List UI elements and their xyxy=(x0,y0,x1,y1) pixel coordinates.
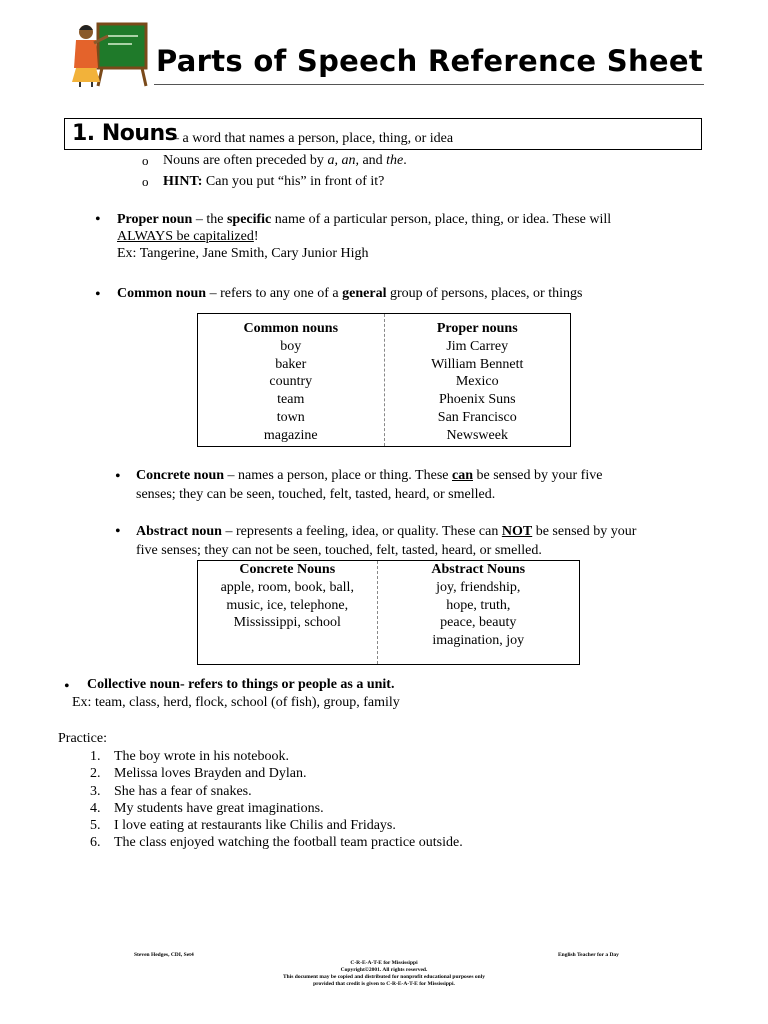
table-cell: music, ice, telephone, xyxy=(226,597,349,613)
collective-noun-example: Ex: team, class, herd, flock, school (of fish), group, family xyxy=(72,695,400,710)
table-cell: country xyxy=(269,374,313,390)
list-item: 2. Melissa loves Brayden and Dylan. xyxy=(90,766,307,782)
nouns-hint-item: HINT: Can you put “his” in front of it? xyxy=(163,174,385,189)
table-cell: boy xyxy=(280,338,302,354)
table-header: Abstract Nouns xyxy=(431,562,526,577)
sub-bullet-marker: o xyxy=(142,174,149,189)
list-item: 1. The boy wrote in his notebook. xyxy=(90,749,289,764)
nouns-heading: 1. Nouns xyxy=(72,121,178,146)
list-item: 4. My students have great imaginations. xyxy=(90,800,324,816)
page-title: Parts of Speech Reference Sheet xyxy=(156,44,704,78)
nouns-definition: – a word that names a person, place, thing, or idea xyxy=(172,131,454,146)
table-cell: apple, room, book, ball, xyxy=(220,579,354,595)
footer-series: English Teacher for a Day xyxy=(558,952,619,958)
table-cell: Phoenix Suns xyxy=(438,392,516,408)
concrete-noun-definition: Concrete noun – names a person, place or thing. These can be sensed by your five senses; they can be seen, touched, felt, tasted, heard, or smelled. xyxy=(136,468,603,502)
abstract-noun-definition: Abstract noun – represents a feeling, idea, or quality. These can NOT be sensed by your five senses; they can not be seen, touched, felt, tasted, heard, or smelled. xyxy=(136,524,637,558)
nouns-preceded-item: Nouns are often preceded by a, an, and the. xyxy=(163,153,407,168)
table-cell: town xyxy=(276,409,305,425)
table-header: Common nouns xyxy=(243,321,339,336)
table-cell: baker xyxy=(275,356,307,372)
collective-noun-definition: Collective noun- refers to things or people as a unit. xyxy=(87,677,395,692)
table-cell: Newsweek xyxy=(446,427,508,443)
practice-list xyxy=(90,748,463,852)
table-header: Concrete Nouns xyxy=(239,562,336,577)
table-cell: Jim Carrey xyxy=(446,338,509,354)
list-item: 3. She has a fear of snakes. xyxy=(90,783,252,799)
bullet-icon: • xyxy=(64,678,70,695)
bullet-icon: • xyxy=(115,468,121,485)
concrete-abstract-table xyxy=(197,560,580,665)
practice-label: Practice: xyxy=(58,731,107,746)
table-header: Proper nouns xyxy=(436,321,518,336)
proper-noun-definition: Proper noun – the specific name of a particular person, place, thing, or idea. These will ALWAYS be capitalized! Ex: Tangerine, Jane Smith, Cary Junior High xyxy=(117,212,612,261)
bullet-icon: • xyxy=(95,286,101,303)
table-cell: imagination, joy xyxy=(432,633,525,649)
title-underline xyxy=(154,84,704,85)
bullet-icon: • xyxy=(115,523,121,540)
table-cell: Mexico xyxy=(455,374,499,390)
common-proper-table xyxy=(197,313,571,447)
list-item: 5. I love eating at restaurants like Chilis and Fridays. xyxy=(90,818,396,834)
footer-copyright: C-R-E-A-T-E for Mississippi Copyright©2001. All rights reserved. This document may be copied and distributed for nonprofit educational purposes only provided that credit is given to C-R-E-A-T-E for Mississippi. xyxy=(283,960,485,987)
table-cell: joy, friendship, xyxy=(436,579,521,595)
table-cell: peace, beauty xyxy=(440,615,517,631)
bullet-icon: • xyxy=(95,211,101,228)
footer-author: Steven Hedges, CDI, Set4 xyxy=(134,952,194,958)
table-cell: William Bennett xyxy=(431,356,524,372)
sub-bullet-marker: o xyxy=(142,153,149,168)
table-cell: team xyxy=(277,392,305,408)
teacher-chalkboard-icon xyxy=(68,16,152,88)
table-cell: hope, truth, xyxy=(446,597,511,613)
table-cell: Mississippi, school xyxy=(233,615,341,631)
common-noun-definition: Common noun – refers to any one of a general group of persons, places, or things xyxy=(117,286,583,301)
list-item: 6. The class enjoyed watching the football team practice outside. xyxy=(90,835,463,851)
table-cell: San Francisco xyxy=(437,409,517,425)
table-cell: magazine xyxy=(263,427,318,443)
